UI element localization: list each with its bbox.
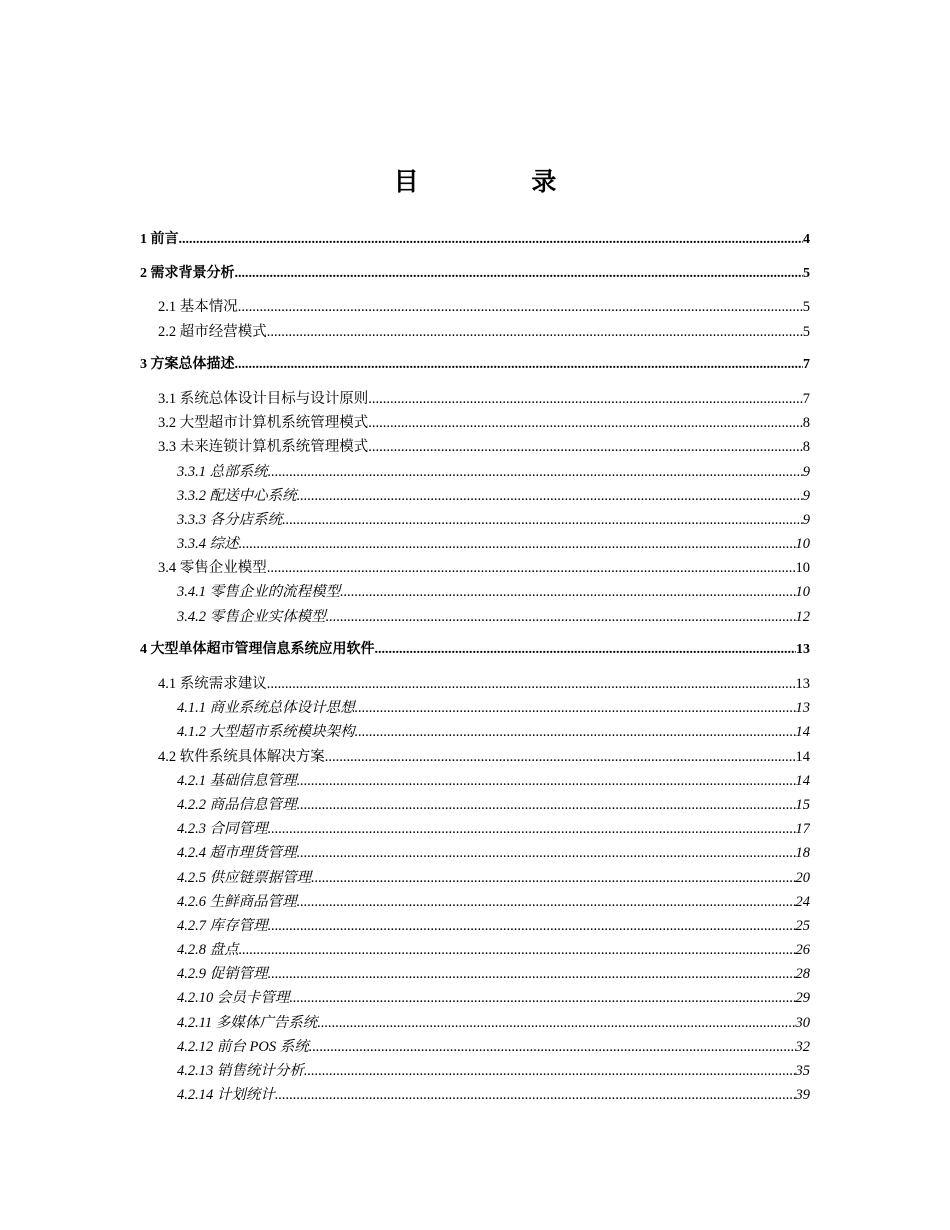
toc-entry-title: 2 需求背景分析 [140,265,235,281]
toc-dot-leader [275,1083,796,1107]
toc-dot-leader [239,938,796,962]
toc-entry-title: 4.2.6 生鲜商品管理 [177,893,297,910]
toc-dot-leader [325,745,796,769]
toc-entry-page-number: 32 [795,1038,810,1055]
toc-entry-page-number: 15 [795,796,810,813]
toc-entry-page-number: 39 [795,1087,810,1104]
toc-dot-leader [235,353,804,377]
toc-entry-page-number: 28 [795,966,810,983]
toc-dot-leader [289,986,795,1010]
toc-dot-leader [268,962,796,986]
toc-dot-leader [239,532,796,556]
toc-entry[interactable] [140,962,810,986]
toc-dot-leader [297,793,796,817]
toc-entry-title: 3.1 系统总体设计目标与设计原则 [158,390,369,407]
toc-entry[interactable] [140,793,810,817]
toc-entry[interactable] [140,460,810,484]
toc-dot-leader [311,866,795,890]
toc-entry[interactable] [140,938,810,962]
toc-entry-title: 4.2.14 计划统计 [177,1087,275,1104]
toc-entry-title: 3.3 未来连锁计算机系统管理模式 [158,439,369,456]
toc-entry[interactable] [140,841,810,865]
toc-dot-leader [326,605,796,629]
toc-entry-title: 3.2 大型超市计算机系统管理模式 [158,415,369,432]
toc-entry-title: 4.1.1 商业系统总体设计思想 [177,700,355,717]
toc-entry[interactable] [140,435,810,459]
toc-entry-title: 4.2.4 超市理货管理 [177,845,297,862]
toc-entry-page-number: 7 [802,390,810,407]
toc-entry[interactable] [140,1035,810,1059]
toc-entry-title: 3.4.2 零售企业实体模型 [177,608,326,625]
toc-entry-title: 4.2.11 多媒体广告系统 [177,1014,318,1031]
toc-entry-title: 1 前言 [140,232,179,247]
toc-dot-leader [267,320,803,344]
toc-dot-leader [355,720,796,744]
toc-entry-page-number: 14 [795,772,810,789]
toc-entry-title: 3.3.1 总部系统 [177,463,268,480]
toc-dot-leader [282,508,803,532]
toc-entry-page-number: 5 [803,265,810,281]
toc-entry[interactable] [140,605,810,629]
toc-entry[interactable] [140,817,810,841]
toc-entry[interactable] [140,1059,810,1083]
toc-dot-leader [179,228,804,252]
toc-entry-page-number: 8 [802,439,810,456]
toc-entry-page-number: 25 [795,917,810,934]
toc-entry-title: 4.2 软件系统具体解决方案 [158,748,325,765]
toc-dot-leader [368,411,803,435]
toc-entry-page-number: 35 [795,1063,810,1079]
toc-dot-leader [268,817,796,841]
toc-dot-leader [309,1035,796,1059]
toc-entry-title: 2.1 基本情况 [158,299,238,316]
toc-entry-title: 4.2.2 商品信息管理 [177,796,297,813]
toc-dot-leader [368,387,803,411]
toc-entry-page-number: 9 [802,463,810,480]
toc-entry[interactable] [140,484,810,508]
toc-entry[interactable] [140,262,810,286]
toc-entry[interactable] [140,866,810,890]
toc-entry[interactable] [140,556,810,580]
toc-dot-leader [297,841,796,865]
toc-dot-leader [304,1059,796,1083]
toc-dot-leader [235,262,804,286]
toc-entry-page-number: 30 [795,1014,810,1031]
toc-entry[interactable] [140,672,810,696]
toc-entry-page-number: 9 [802,511,810,528]
toc-entry-page-number: 10 [795,536,810,553]
toc-entry-page-number: 8 [802,415,810,432]
toc-dot-leader [238,295,803,319]
toc-entry-page-number: 13 [796,642,810,658]
toc-entry[interactable] [140,320,810,344]
toc-dot-leader [375,638,797,662]
toc-dot-leader [267,672,796,696]
toc-entry[interactable] [140,638,810,662]
toc-entry-page-number: 4 [803,232,810,247]
toc-entry-title: 4.1.2 大型超市系统模块架构 [177,724,355,741]
toc-entry-page-number: 12 [795,608,810,625]
toc-entry-page-number: 20 [795,869,810,886]
toc-entry-title: 4.2.8 盘点 [177,942,239,959]
toc-entry-title: 4.2.12 前台 POS 系统 [177,1038,309,1055]
toc-entry-page-number: 10 [795,560,810,577]
toc-entry[interactable] [140,914,810,938]
toc-entry-title: 4.2.13 销售统计分析 [177,1063,304,1079]
toc-entry-title: 4.2.7 库存管理 [177,917,268,934]
toc-entry-page-number: 9 [802,487,810,504]
toc-entry-page-number: 5 [802,299,810,316]
toc-entry[interactable] [140,986,810,1010]
toc-entry-page-number: 14 [795,748,810,765]
table-of-contents [140,228,810,1107]
toc-entry-title: 4 大型单体超市管理信息系统应用软件 [140,642,375,658]
toc-entry-title: 4.2.10 会员卡管理 [177,990,290,1007]
toc-entry-title: 3.3.3 各分店系统 [177,511,283,528]
toc-entry[interactable] [140,295,810,319]
toc-entry[interactable] [140,720,810,744]
toc-dot-leader [297,484,803,508]
toc-entry[interactable] [140,1083,810,1107]
toc-entry-title: 4.2.9 促销管理 [177,966,268,983]
toc-entry-title: 3.3.2 配送中心系统 [177,487,297,504]
toc-entry-page-number: 13 [795,676,810,692]
toc-entry-title: 4.2.5 供应链票据管理 [177,869,312,886]
toc-entry-page-number: 18 [795,845,810,862]
toc-dot-leader [268,914,796,938]
toc-entry[interactable] [140,532,810,556]
toc-entry-title: 4.2.3 合同管理 [177,821,268,838]
toc-entry[interactable] [140,890,810,914]
toc-entry[interactable] [140,387,810,411]
toc-entry-page-number: 7 [803,357,810,373]
page-title: 目 录 [393,167,609,196]
toc-entry[interactable] [140,745,810,769]
toc-entry-title: 3.4.1 零售企业的流程模型 [177,584,341,601]
toc-dot-leader [267,556,796,580]
toc-entry[interactable] [140,508,810,532]
toc-entry[interactable] [140,580,810,604]
toc-entry-page-number: 26 [795,942,810,959]
toc-entry-title: 4.2.1 基础信息管理 [177,772,297,789]
toc-entry-page-number: 13 [795,700,810,717]
toc-entry[interactable] [140,696,810,720]
toc-entry[interactable] [140,1011,810,1035]
toc-entry-title: 2.2 超市经营模式 [158,323,267,340]
toc-entry-page-number: 29 [795,990,810,1007]
toc-entry[interactable] [140,353,810,377]
toc-entry-page-number: 5 [802,323,810,340]
toc-entry-page-number: 24 [795,893,810,910]
toc-entry-page-number: 17 [795,821,810,838]
toc-dot-leader [297,890,796,914]
toc-entry-title: 3.3.4 综述 [177,536,239,553]
toc-dot-leader [368,435,803,459]
toc-dot-leader [268,460,803,484]
toc-entry-page-number: 14 [795,724,810,741]
toc-entry[interactable] [140,411,810,435]
toc-entry-page-number: 10 [795,584,810,601]
toc-dot-leader [317,1011,795,1035]
toc-dot-leader [355,696,796,720]
toc-entry[interactable] [140,228,810,252]
toc-dot-leader [340,580,795,604]
toc-entry[interactable] [140,769,810,793]
toc-entry-title: 3.4 零售企业模型 [158,560,267,577]
toc-entry-title: 4.1 系统需求建议 [158,676,267,692]
toc-entry-title: 3 方案总体描述 [140,357,235,373]
toc-dot-leader [297,769,796,793]
